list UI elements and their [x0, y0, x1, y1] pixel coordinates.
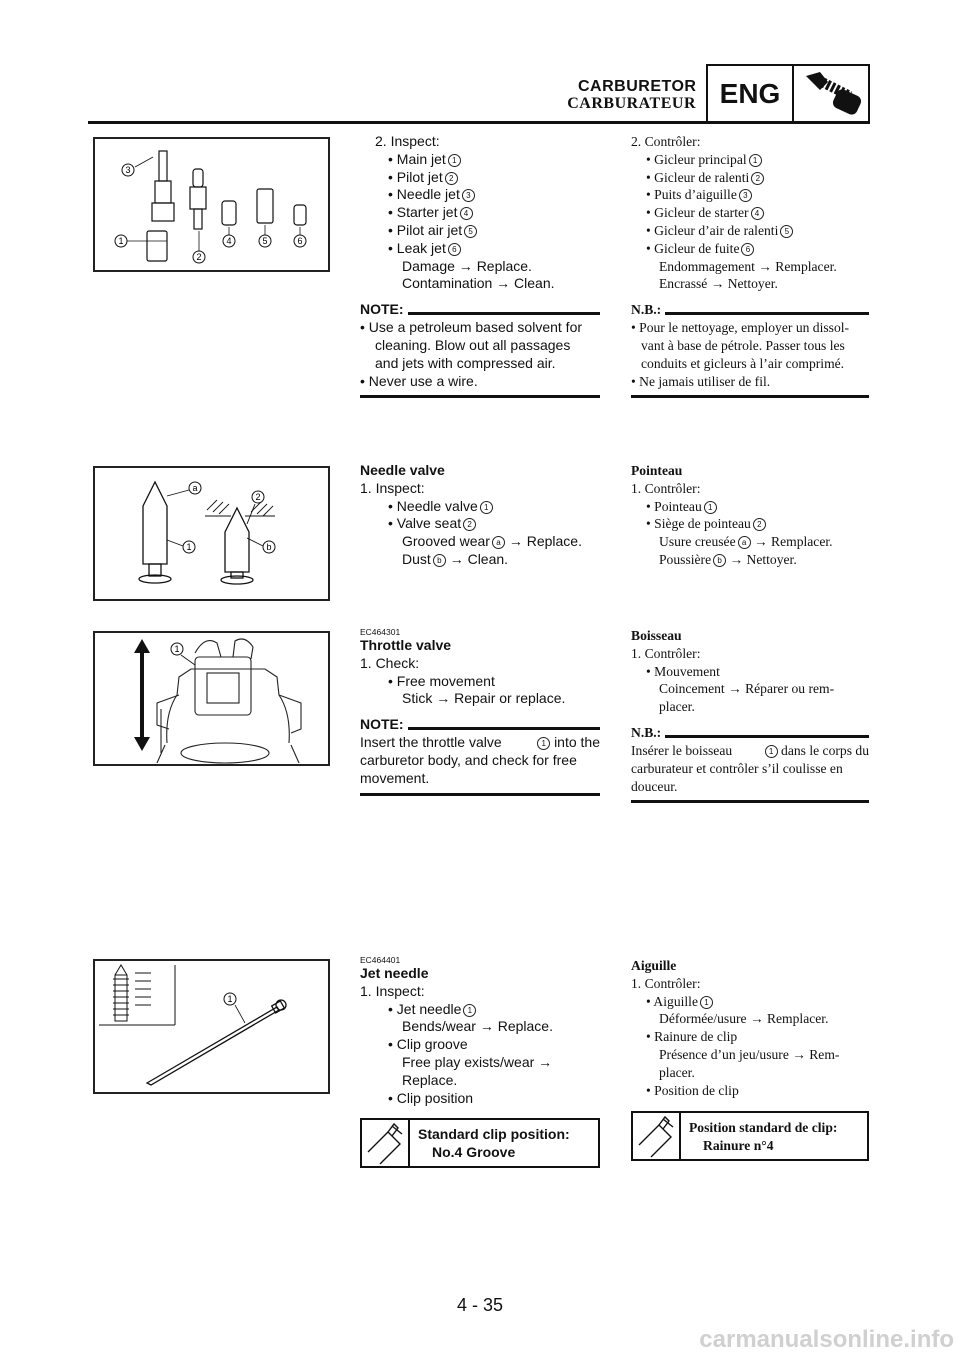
wrench-icon	[794, 66, 868, 122]
spec-box	[360, 1118, 600, 1168]
note-line-fr: Insérer le boisseau 1 dans le corps du	[631, 742, 869, 758]
section-title: Needle valve	[360, 462, 445, 478]
jet-needle-item-fr: • Aiguille 1	[631, 993, 869, 1011]
needle-dust: Dust b → Clean.	[402, 550, 509, 567]
note-line-fr: douceur.	[631, 778, 678, 794]
needle-wear-fr: Usure creusée a → Remplacer.	[659, 534, 833, 550]
needle-item: • Needle valve 1	[360, 498, 600, 516]
section-title: Throttle valve	[360, 637, 452, 653]
note-rule	[360, 793, 600, 796]
jets-item-fr: • Gicleur de starter 4	[631, 204, 869, 222]
jet-needle-item-fr: • Position de clip	[646, 1082, 739, 1098]
throttle-item-fr: • Mouvement	[646, 663, 720, 679]
needle-item-fr: • Siège de pointeau 2	[631, 515, 869, 533]
jets-damage: Damage → Replace.	[402, 257, 532, 274]
jets-item: • Starter jet 4	[360, 204, 600, 222]
jets-step: 2. Inspect:	[375, 133, 440, 149]
jets-item-fr: • Gicleur de ralenti 2	[631, 169, 869, 187]
spec-line-fr: Rainure n°4	[703, 1138, 774, 1154]
figure-throttle-valve	[93, 631, 330, 766]
svg-text:1: 1	[227, 994, 233, 1004]
spec-line: Standard clip position:	[418, 1126, 570, 1143]
note-rule-fr	[631, 395, 869, 398]
jets-item: • Pilot air jet 5	[360, 222, 600, 240]
svg-text:5: 5	[262, 236, 268, 246]
svg-text:b: b	[266, 542, 272, 552]
jets-item: • Main jet 1	[360, 151, 600, 169]
figure-needle-valve	[93, 466, 330, 601]
jets-en	[360, 133, 600, 398]
spec-line: No.4 Groove	[432, 1144, 516, 1161]
jets-item: • Pilot jet 2	[360, 169, 600, 187]
note-line-fr: conduits et gicleurs à l’air comprimé.	[641, 355, 845, 371]
jet-needle-item: • Clip position	[388, 1089, 474, 1106]
svg-text:1: 1	[186, 542, 192, 552]
needle-valve-en	[360, 462, 600, 569]
watermark: carmanualsonline.info	[699, 1326, 954, 1353]
section-title-fr: Pointeau	[631, 463, 683, 478]
section-code: EC464301	[360, 627, 401, 637]
jets-item: • Leak jet 6	[360, 240, 600, 258]
caliper-icon	[362, 1120, 410, 1166]
jet-needle-action-fr: placer.	[659, 1064, 695, 1080]
section-code: EC464401	[360, 955, 401, 965]
note-line: carburetor body, and check for free	[360, 751, 577, 768]
throttle-item: • Free movement	[388, 672, 495, 689]
spec-line-fr: Position standard de clip:	[689, 1120, 838, 1136]
note-line: Insert the throttle valve 1 into the	[360, 734, 600, 751]
badge-label: ENG	[708, 66, 794, 122]
throttle-stick-fr: placer.	[659, 699, 695, 715]
jet-needle-action-fr: Présence d’un jeu/usure → Rem-	[659, 1046, 840, 1062]
jets-fr	[631, 133, 869, 398]
jet-needle-step: 1. Inspect:	[360, 982, 425, 999]
throttle-valve-en	[360, 627, 600, 796]
needle-item: • Valve seat 2	[360, 515, 600, 533]
note-line-fr: carburateur et contrôler s’il coulisse en	[631, 760, 843, 776]
jets-contamination: Contamination → Clean.	[402, 275, 555, 292]
needle-step: 1. Inspect:	[360, 479, 425, 496]
svg-text:a: a	[192, 483, 198, 493]
jet-needle-action: Replace.	[402, 1071, 458, 1088]
note-heading-fr: N.B.:	[631, 724, 869, 742]
section-title: Jet needle	[360, 965, 429, 981]
jets-step-fr: 2. Contrôler:	[631, 134, 701, 149]
needle-dust-fr: Poussière b → Nettoyer.	[659, 551, 797, 567]
jets-item-fr: • Gicleur d’air de ralenti 5	[631, 222, 869, 240]
note-line-fr: • Ne jamais utiliser de fil.	[631, 373, 771, 389]
jet-needle-fr	[631, 957, 869, 1161]
note-heading-fr: N.B.:	[631, 301, 869, 319]
note-line: movement.	[360, 769, 430, 786]
throttle-step: 1. Check:	[360, 654, 420, 671]
page-number: 4 - 35	[456, 1295, 504, 1315]
header-title-fr: CARBURATEUR	[567, 95, 696, 112]
jet-needle-action-fr: Déformée/usure → Remplacer.	[659, 1011, 829, 1027]
caliper-icon	[633, 1113, 681, 1159]
section-title-fr: Aiguille	[631, 958, 677, 973]
throttle-step-fr: 1. Contrôler:	[631, 645, 701, 661]
needle-step-fr: 1. Contrôler:	[631, 480, 701, 496]
jet-needle-item: • Jet needle 1	[360, 1001, 600, 1019]
throttle-stick-fr: Coincement → Réparer ou rem-	[659, 681, 835, 697]
figure-jets	[93, 137, 330, 272]
note-line: • Never use a wire.	[360, 372, 478, 389]
note-heading: NOTE:	[360, 301, 600, 319]
figure-jet-needle	[93, 959, 330, 1094]
jet-needle-en	[360, 955, 600, 1168]
jets-item-fr: • Gicleur de fuite 6	[631, 240, 869, 258]
throttle-valve-fr	[631, 627, 869, 803]
header-rule	[88, 121, 868, 124]
svg-text:2: 2	[196, 252, 202, 262]
note-rule-fr	[631, 800, 869, 803]
svg-text:2: 2	[255, 492, 261, 502]
header-badge	[706, 64, 870, 124]
needle-item-fr: • Pointeau 1	[631, 498, 869, 516]
jets-item: • Needle jet 3	[360, 186, 600, 204]
jets-contamination-fr: Encrassé → Nettoyer.	[659, 276, 778, 292]
note-line: cleaning. Blow out all passages	[375, 336, 571, 353]
note-line: and jets with compressed air.	[375, 354, 556, 371]
jet-needle-action: Bends/wear → Replace.	[402, 1018, 553, 1035]
svg-text:1: 1	[174, 644, 180, 654]
jet-needle-item-fr: • Rainure de clip	[646, 1029, 738, 1045]
svg-text:6: 6	[297, 236, 303, 246]
svg-text:4: 4	[226, 236, 232, 246]
jet-needle-item: • Clip groove	[388, 1036, 468, 1053]
note-heading: NOTE:	[360, 716, 600, 734]
jet-needle-step-fr: 1. Contrôler:	[631, 975, 701, 991]
note-rule	[360, 395, 600, 398]
section-title-fr: Boisseau	[631, 628, 682, 643]
jets-item-fr: • Puits d’aiguille 3	[631, 186, 869, 204]
jets-damage-fr: Endommagement → Remplacer.	[659, 258, 837, 274]
header-title-en: CARBURETOR	[578, 78, 697, 95]
header	[0, 0, 960, 130]
throttle-stick: Stick → Repair or replace.	[402, 690, 566, 707]
spec-box-fr	[631, 1111, 869, 1161]
jet-needle-action: Free play exists/wear →	[402, 1053, 553, 1070]
note-line-fr: vant à base de pétrole. Passer tous les	[641, 337, 845, 353]
jets-item-fr: • Gicleur principal 1	[631, 151, 869, 169]
svg-text:3: 3	[125, 165, 131, 175]
svg-text:1: 1	[118, 236, 124, 246]
needle-wear: Grooved wear a → Replace.	[402, 533, 582, 550]
note-line-fr: • Pour le nettoyage, employer un dissol-	[631, 320, 850, 336]
note-line: • Use a petroleum based solvent for	[360, 319, 583, 336]
needle-valve-fr	[631, 462, 869, 569]
